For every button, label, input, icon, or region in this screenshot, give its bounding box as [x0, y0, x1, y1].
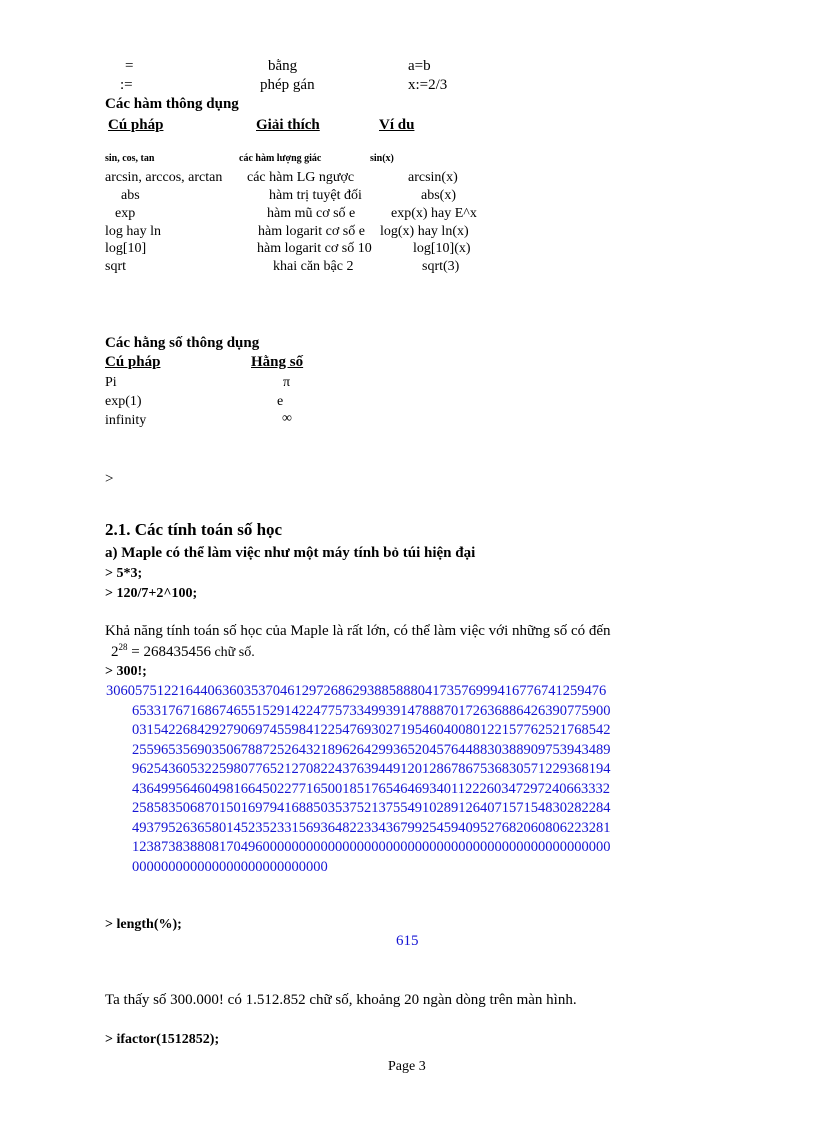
- constants-header-syntax: Cú pháp: [105, 354, 161, 370]
- function-example: sqrt(3): [422, 259, 460, 274]
- function-syntax: abs: [121, 188, 140, 203]
- constant-syntax: exp(1): [105, 394, 142, 409]
- page-number: Page 3: [388, 1059, 426, 1074]
- maple-command: > length(%);: [105, 917, 182, 932]
- factorial-line: 306057512216440636035370461297268629388588804173576999416776741259476: [106, 683, 607, 699]
- constant-symbol: ∞: [282, 411, 292, 426]
- maple-command: > 5*3;: [105, 566, 143, 581]
- factorial-line: 258583506870150169794168850353752137554910289126407157154830282284: [132, 800, 611, 816]
- function-example: log(x) hay ln(x): [380, 224, 469, 239]
- function-syntax: sqrt: [105, 259, 126, 274]
- maple-command: > ifactor(1512852);: [105, 1032, 220, 1047]
- power-exponent: 28: [118, 642, 128, 652]
- constant-syntax: Pi: [105, 375, 117, 390]
- function-meaning: hàm trị tuyệt đối: [269, 188, 362, 203]
- functions-header-syntax: Cú pháp: [108, 117, 164, 133]
- function-meaning: hàm mũ cơ số e: [267, 206, 356, 221]
- operator-symbol: :=: [120, 77, 133, 93]
- power-base: 2: [111, 644, 119, 660]
- factorial-line: 962543605322598077652127082243763944912012867867536830571229368194: [132, 761, 611, 777]
- operator-example: x:=2/3: [408, 77, 448, 93]
- function-meaning: hàm logarit cơ số e: [258, 224, 365, 239]
- section-title: 2.1. Các tính toán số học: [105, 520, 283, 539]
- factorial-line: 436499564604981664502277165001851765464693401122260347297240663332: [132, 780, 610, 797]
- power-expression: [111, 642, 255, 661]
- constant-symbol: e: [277, 394, 284, 409]
- constant-symbol: π: [283, 375, 291, 390]
- power-value: = 268435456: [127, 644, 211, 660]
- factorial-line: 000000000000000000000000000: [132, 858, 328, 875]
- constant-syntax: infinity: [105, 413, 147, 428]
- functions-heading: Các hàm thông dụng: [105, 96, 239, 112]
- factorial-line: 031542268429279069745598412254769302719546040080122157762521768542: [132, 722, 611, 738]
- function-syntax: arcsin, arccos, arctan: [105, 170, 223, 185]
- functions-header-meaning: Giải thích: [256, 117, 320, 133]
- functions-header-example: Ví du: [379, 117, 415, 133]
- factorial-output: [106, 682, 632, 877]
- factorial-line: 255965356903506788725264321896264299365204576448830388909753943489: [132, 741, 611, 758]
- factorial-line: 493795263658014523523315693648223343679925459409527682060806223281: [132, 819, 611, 836]
- constants-header-constant: Hằng số: [251, 354, 304, 370]
- function-example: abs(x): [421, 188, 456, 203]
- operator-meaning: bằng: [268, 58, 298, 74]
- function-syntax: sin, cos, tan: [105, 153, 155, 164]
- function-example: sin(x): [370, 153, 394, 164]
- function-syntax: exp: [115, 206, 136, 221]
- power-suffix: chữ số.: [210, 645, 255, 660]
- operator-symbol: =: [125, 58, 134, 74]
- maple-result: 615: [396, 933, 419, 949]
- operator-example: a=b: [408, 58, 431, 74]
- maple-command: > 300!;: [105, 664, 147, 679]
- maple-prompt: >: [105, 471, 114, 487]
- operator-meaning: phép gán: [260, 77, 315, 93]
- function-example: log[10](x): [413, 241, 471, 256]
- constants-heading: Các hằng số thông dụng: [105, 335, 260, 351]
- paragraph: Ta thấy số 300.000! có 1.512.852 chữ số, khoảng 20 ngàn dòng trên màn hình.: [105, 992, 577, 1008]
- factorial-line: 123873838808170496000000000000000000000000000000000000000000000000: [132, 839, 611, 855]
- function-meaning: các hàm LG ngược: [247, 170, 355, 185]
- function-syntax: log[10]: [105, 241, 147, 256]
- factorial-line: 653317671686746551529142247757334993914788870172636886426390775900: [132, 702, 611, 719]
- function-meaning: các hàm lượng giác: [239, 153, 322, 164]
- function-syntax: log hay ln: [105, 224, 161, 239]
- function-example: exp(x) hay E^x: [391, 206, 477, 221]
- function-meaning: hàm logarit cơ số 10: [257, 241, 372, 256]
- function-meaning: khai căn bậc 2: [273, 259, 354, 274]
- paragraph: Khả năng tính toán số học của Maple là rất lớn, có thể làm việc với những số có đến: [105, 623, 611, 639]
- maple-command: > 120/7+2^100;: [105, 586, 198, 601]
- function-example: arcsin(x): [408, 170, 458, 185]
- section-subtitle: a) Maple có thể làm việc như một máy tính bỏ túi hiện đại: [105, 545, 476, 561]
